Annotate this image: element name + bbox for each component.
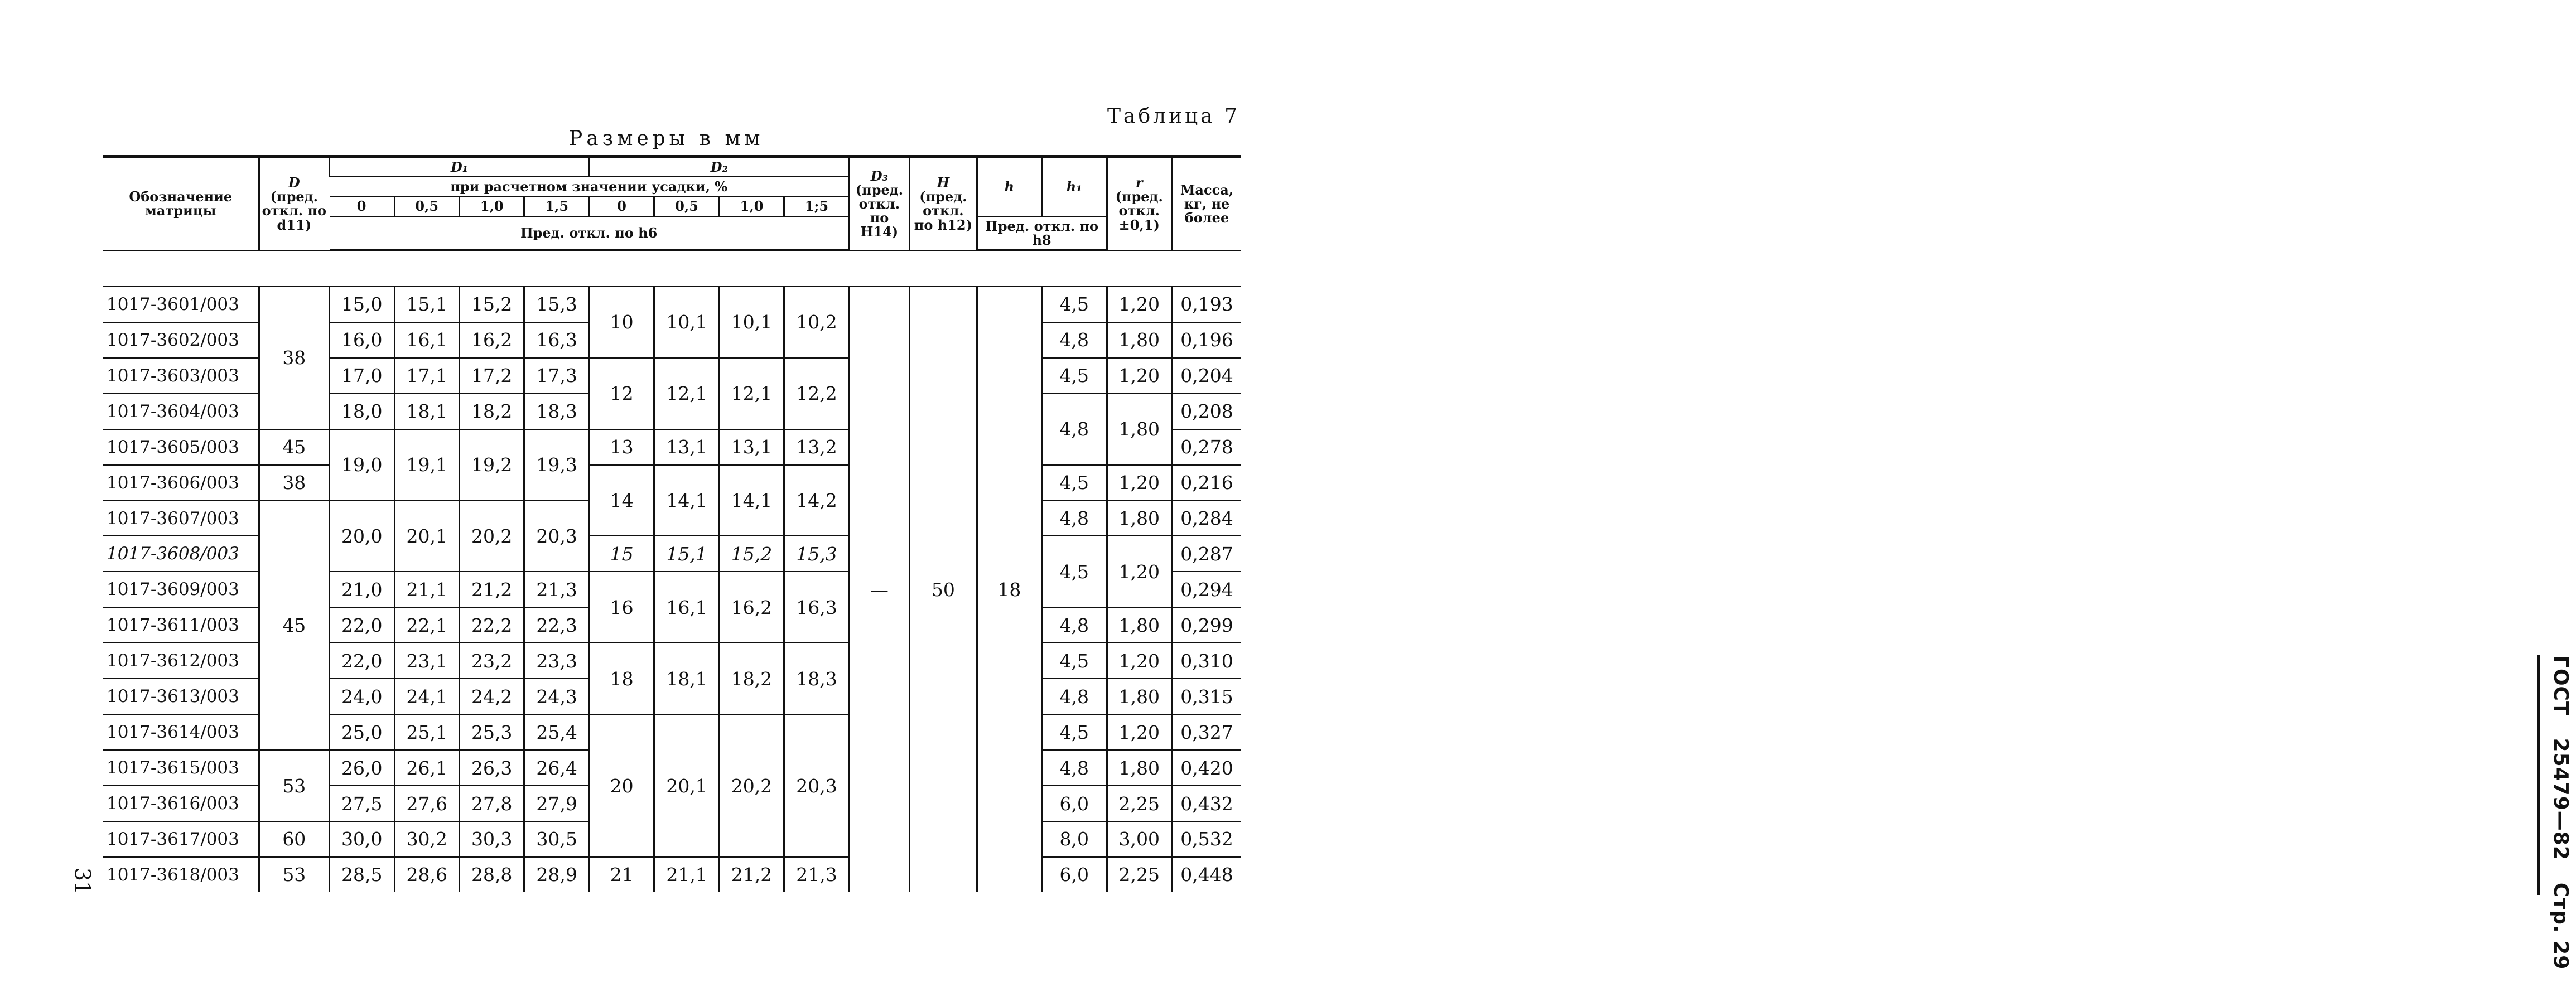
cell-d1: 21,2 xyxy=(459,572,524,607)
cell-r: 1,80 xyxy=(1107,322,1171,358)
cell-d1: 30,0 xyxy=(330,821,394,857)
cell-h1: 4,5 xyxy=(1042,536,1107,607)
col-header-code: Обозначение матрицы xyxy=(103,157,259,250)
cell-mass: 0,327 xyxy=(1171,714,1241,750)
cell-d1: 17,2 xyxy=(459,358,524,394)
col-header-d3-note: (пред. откл. по H14) xyxy=(855,181,904,240)
cell-code: 1017-3617/003 xyxy=(103,821,259,857)
col-header-d xyxy=(259,157,329,250)
cell-d: 45 xyxy=(259,501,329,751)
cell-d2: 20 xyxy=(589,714,654,857)
col-header-h-big xyxy=(910,157,977,250)
cell-d1: 23,2 xyxy=(459,643,524,679)
cell-code: 1017-3608/003 xyxy=(103,536,259,572)
cell-d2: 14 xyxy=(589,465,654,536)
cell-d: 60 xyxy=(259,821,329,857)
units-caption: Размеры в мм xyxy=(569,127,764,150)
side-page: Стр. 29 xyxy=(2549,882,2572,970)
cell-d1: 28,6 xyxy=(394,857,459,892)
cell-d1: 24,3 xyxy=(524,679,589,714)
cell-d1: 15,3 xyxy=(524,287,589,322)
cell-r: 1,80 xyxy=(1107,750,1171,786)
cell-code: 1017-3613/003 xyxy=(103,679,259,714)
cell-d1: 17,1 xyxy=(394,358,459,394)
cell-h1: 8,0 xyxy=(1042,821,1107,857)
cell-h1: 4,8 xyxy=(1042,607,1107,643)
shrink-value: 0 xyxy=(589,196,654,216)
cell-d2: 12,2 xyxy=(784,358,849,429)
col-header-mass: Масса, кг, не более xyxy=(1171,157,1241,250)
cell-d2: 21,1 xyxy=(654,857,719,892)
cell-r: 1,20 xyxy=(1107,358,1171,394)
cell-d2: 14,2 xyxy=(784,465,849,536)
cell-d1: 16,2 xyxy=(459,322,524,358)
cell-d2: 10,1 xyxy=(654,287,719,358)
cell-mass: 0,278 xyxy=(1171,429,1241,465)
cell-r: 1,80 xyxy=(1107,501,1171,536)
cell-d1: 19,1 xyxy=(394,429,459,501)
cell-code: 1017-3603/003 xyxy=(103,358,259,394)
cell-d1: 25,0 xyxy=(330,714,394,750)
cell-d2: 13,2 xyxy=(784,429,849,465)
col-header-r-symbol: r xyxy=(1135,175,1143,191)
table-label: Таблица 7 xyxy=(1107,105,1240,128)
shrink-value: 1,0 xyxy=(719,196,784,216)
cell-d1: 27,6 xyxy=(394,786,459,821)
cell-h1: 4,5 xyxy=(1042,643,1107,679)
col-header-h1-symbol: h₁ xyxy=(1066,178,1082,195)
cell-code: 1017-3607/003 xyxy=(103,501,259,536)
cell-mass: 0,196 xyxy=(1171,322,1241,358)
cell-d1: 26,0 xyxy=(330,750,394,786)
cell-d2: 12,1 xyxy=(719,358,784,429)
cell-d1: 23,3 xyxy=(524,643,589,679)
cell-code: 1017-3601/003 xyxy=(103,287,259,322)
cell-d1: 18,2 xyxy=(459,394,524,429)
cell-d2: 15 xyxy=(589,536,654,572)
cell-mass: 0,448 xyxy=(1171,857,1241,892)
col-header-d2-symbol: D₂ xyxy=(710,159,728,175)
cell-d1: 24,1 xyxy=(394,679,459,714)
cell-d1: 20,1 xyxy=(394,501,459,572)
cell-d: 38 xyxy=(259,465,329,501)
cell-d1: 28,9 xyxy=(524,857,589,892)
cell-h1: 4,8 xyxy=(1042,501,1107,536)
cell-d2: 16,2 xyxy=(719,572,784,643)
shrink-header: при расчетном значении усадки, % xyxy=(330,177,850,196)
cell-d1: 21,0 xyxy=(330,572,394,607)
cell-d2: 18,1 xyxy=(654,643,719,714)
cell-r: 1,20 xyxy=(1107,714,1171,750)
page-number: 31 xyxy=(70,867,95,895)
cell-d2: 20,1 xyxy=(654,714,719,857)
cell-d2: 15,3 xyxy=(784,536,849,572)
cell-code: 1017-3618/003 xyxy=(107,864,239,885)
cell-d1: 25,3 xyxy=(459,714,524,750)
cell-code: 1017-3604/003 xyxy=(103,394,259,429)
cell-mass: 0,315 xyxy=(1171,679,1241,714)
cell-d1: 21,3 xyxy=(524,572,589,607)
cell-d2: 15,1 xyxy=(654,536,719,572)
cell-d1: 22,3 xyxy=(524,607,589,643)
cell-d1: 25,1 xyxy=(394,714,459,750)
cell-d: 45 xyxy=(259,429,329,465)
cell-d1: 30,5 xyxy=(524,821,589,857)
cell-d1: 20,0 xyxy=(330,501,394,572)
cell-r: 1,80 xyxy=(1107,394,1171,465)
cell-d1: 26,3 xyxy=(459,750,524,786)
cell-d1: 22,0 xyxy=(330,643,394,679)
table-row xyxy=(103,287,1241,322)
cell-h1: 4,5 xyxy=(1042,714,1107,750)
col-header-r-note: (пред. откл. ±0,1) xyxy=(1115,188,1163,233)
cell-d2: 21,2 xyxy=(719,857,784,892)
cell-d2: 12,1 xyxy=(654,358,719,429)
cell-code: 1017-3606/003 xyxy=(103,465,259,501)
cell-h1: 4,8 xyxy=(1042,679,1107,714)
shrink-value: 1,0 xyxy=(459,196,524,216)
cell-r: 1,20 xyxy=(1107,643,1171,679)
cell-code: 1017-3611/003 xyxy=(103,607,259,643)
shrink-value: 0,5 xyxy=(394,196,459,216)
cell-d2: 16 xyxy=(589,572,654,643)
cell-d1: 17,3 xyxy=(524,358,589,394)
cell-r: 1,80 xyxy=(1107,679,1171,714)
cell-d: 53 xyxy=(259,750,329,821)
shrink-value: 1;5 xyxy=(784,196,849,216)
cell-h1: 4,8 xyxy=(1042,322,1107,358)
cell-mass: 0,287 xyxy=(1171,536,1241,572)
cell-d1: 19,2 xyxy=(459,429,524,501)
cell-h1: 6,0 xyxy=(1042,857,1107,892)
cell-mass: 0,208 xyxy=(1171,394,1241,429)
tolerance-h8-header: Пред. откл. по h8 xyxy=(977,216,1107,250)
col-header-d-note: (пред. откл. по d11) xyxy=(262,188,327,233)
cell-code: 1017-3602/003 xyxy=(103,322,259,358)
matrix-dimensions-table xyxy=(103,155,1241,892)
col-header-h-small xyxy=(977,157,1041,216)
cell-mass: 0,310 xyxy=(1171,643,1241,679)
cell-code: 1017-3605/003 xyxy=(103,429,259,465)
cell-d1: 20,2 xyxy=(459,501,524,572)
cell-d1: 30,2 xyxy=(394,821,459,857)
cell-r: 2,25 xyxy=(1107,857,1171,892)
cell-d2: 13,1 xyxy=(654,429,719,465)
cell-h1: 6,0 xyxy=(1042,786,1107,821)
cell-mass: 0,284 xyxy=(1171,501,1241,536)
cell-r: 1,20 xyxy=(1107,287,1171,322)
col-header-h-small-symbol: h xyxy=(1004,178,1015,195)
cell-h1: 4,8 xyxy=(1042,394,1107,465)
cell-d1: 15,2 xyxy=(459,287,524,322)
cell-d1: 22,2 xyxy=(459,607,524,643)
cell-d1: 22,1 xyxy=(394,607,459,643)
cell-d: 53 xyxy=(259,857,329,892)
cell-d1: 26,4 xyxy=(524,750,589,786)
cell-d1: 19,3 xyxy=(524,429,589,501)
cell-d2: 10 xyxy=(589,287,654,358)
shrink-value: 0 xyxy=(330,196,394,216)
cell-code: 1017-3612/003 xyxy=(103,643,259,679)
col-header-h-big-symbol: H xyxy=(937,175,950,191)
cell-d1: 16,0 xyxy=(330,322,394,358)
cell-d1: 28,5 xyxy=(330,857,394,892)
shrink-value: 1,5 xyxy=(524,196,589,216)
cell-h1: 4,8 xyxy=(1042,750,1107,786)
cell-mass: 0,204 xyxy=(1171,358,1241,394)
cell-r: 1,20 xyxy=(1107,465,1171,501)
table-row xyxy=(103,857,1241,892)
cell-d1: 22,0 xyxy=(330,607,394,643)
cell-mass: 0,532 xyxy=(1171,821,1241,857)
cell-d1: 17,0 xyxy=(330,358,394,394)
cell-d2: 12 xyxy=(589,358,654,429)
cell-d1: 20,3 xyxy=(524,501,589,572)
cell-d1: 24,0 xyxy=(330,679,394,714)
side-running-header xyxy=(1268,655,2572,970)
cell-d1: 16,1 xyxy=(394,322,459,358)
col-header-r xyxy=(1107,157,1171,250)
cell-d: 38 xyxy=(259,287,329,429)
cell-r: 1,80 xyxy=(1107,607,1171,643)
cell-d2: 21 xyxy=(589,857,654,892)
cell-d2: 18,2 xyxy=(719,643,784,714)
cell-d2: 14,1 xyxy=(719,465,784,536)
cell-d1: 15,0 xyxy=(330,287,394,322)
cell-d2: 15,2 xyxy=(719,536,784,572)
cell-d1: 16,3 xyxy=(524,322,589,358)
cell-code: 1017-3615/003 xyxy=(103,750,259,786)
col-header-h-big-note: (пред. откл. по h12) xyxy=(914,188,972,233)
cell-d1: 24,2 xyxy=(459,679,524,714)
side-standard-number: 25479—82 xyxy=(2549,738,2572,860)
cell-h-big-common: 50 xyxy=(910,287,977,892)
col-header-d3 xyxy=(849,157,909,250)
cell-d2: 16,3 xyxy=(784,572,849,643)
col-header-d1-symbol: D₁ xyxy=(450,159,469,175)
cell-d2: 16,1 xyxy=(654,572,719,643)
cell-h1: 4,5 xyxy=(1042,465,1107,501)
cell-d1: 19,0 xyxy=(330,429,394,501)
cell-d1: 27,5 xyxy=(330,786,394,821)
tolerance-h6-header: Пред. откл. по h6 xyxy=(330,216,850,250)
cell-r: 2,25 xyxy=(1107,786,1171,821)
cell-r: 3,00 xyxy=(1107,821,1171,857)
cell-d1: 18,3 xyxy=(524,394,589,429)
cell-d3-common: — xyxy=(849,287,909,892)
cell-mass: 0,216 xyxy=(1171,465,1241,501)
cell-code: 1017-3614/003 xyxy=(103,714,259,750)
cell-h-small-common: 18 xyxy=(977,287,1041,892)
cell-d1: 27,9 xyxy=(524,786,589,821)
cell-d2: 10,2 xyxy=(784,287,849,358)
side-standard: ГОСТ xyxy=(2549,655,2572,716)
cell-d2: 20,3 xyxy=(784,714,849,857)
cell-d2: 18 xyxy=(589,643,654,714)
cell-d1: 27,8 xyxy=(459,786,524,821)
side-header-text xyxy=(2545,655,2576,970)
cell-d1: 18,0 xyxy=(330,394,394,429)
cell-d1: 30,3 xyxy=(459,821,524,857)
cell-d2: 18,3 xyxy=(784,643,849,714)
header-gap xyxy=(103,250,1241,287)
cell-d1: 23,1 xyxy=(394,643,459,679)
cell-mass: 0,294 xyxy=(1171,572,1241,607)
cell-d2: 21,3 xyxy=(784,857,849,892)
cell-h1: 4,5 xyxy=(1042,287,1107,322)
col-header-d-symbol: D xyxy=(288,175,300,191)
cell-d1: 18,1 xyxy=(394,394,459,429)
shrink-value: 0,5 xyxy=(654,196,719,216)
side-header-bar xyxy=(2537,655,2540,895)
cell-mass: 0,420 xyxy=(1171,750,1241,786)
col-header-d1 xyxy=(330,157,590,177)
cell-d2: 13 xyxy=(589,429,654,465)
col-header-d3-symbol: D₃ xyxy=(870,167,889,184)
cell-h1: 4,5 xyxy=(1042,358,1107,394)
cell-d1: 26,1 xyxy=(394,750,459,786)
cell-d1: 25,4 xyxy=(524,714,589,750)
cell-d2: 20,2 xyxy=(719,714,784,857)
cell-r: 1,20 xyxy=(1107,536,1171,607)
cell-code: 1017-3609/003 xyxy=(103,572,259,607)
cell-mass: 0,299 xyxy=(1171,607,1241,643)
cell-d1: 21,1 xyxy=(394,572,459,607)
cell-mass: 0,432 xyxy=(1171,786,1241,821)
col-header-h1 xyxy=(1042,157,1107,216)
cell-code: 1017-3616/003 xyxy=(103,786,259,821)
cell-d1: 15,1 xyxy=(394,287,459,322)
col-header-d2 xyxy=(589,157,849,177)
cell-d2: 14,1 xyxy=(654,465,719,536)
cell-d1: 28,8 xyxy=(459,857,524,892)
cell-d2: 10,1 xyxy=(719,287,784,358)
cell-d2: 13,1 xyxy=(719,429,784,465)
table-row xyxy=(103,465,1241,501)
cell-mass: 0,193 xyxy=(1171,287,1241,322)
